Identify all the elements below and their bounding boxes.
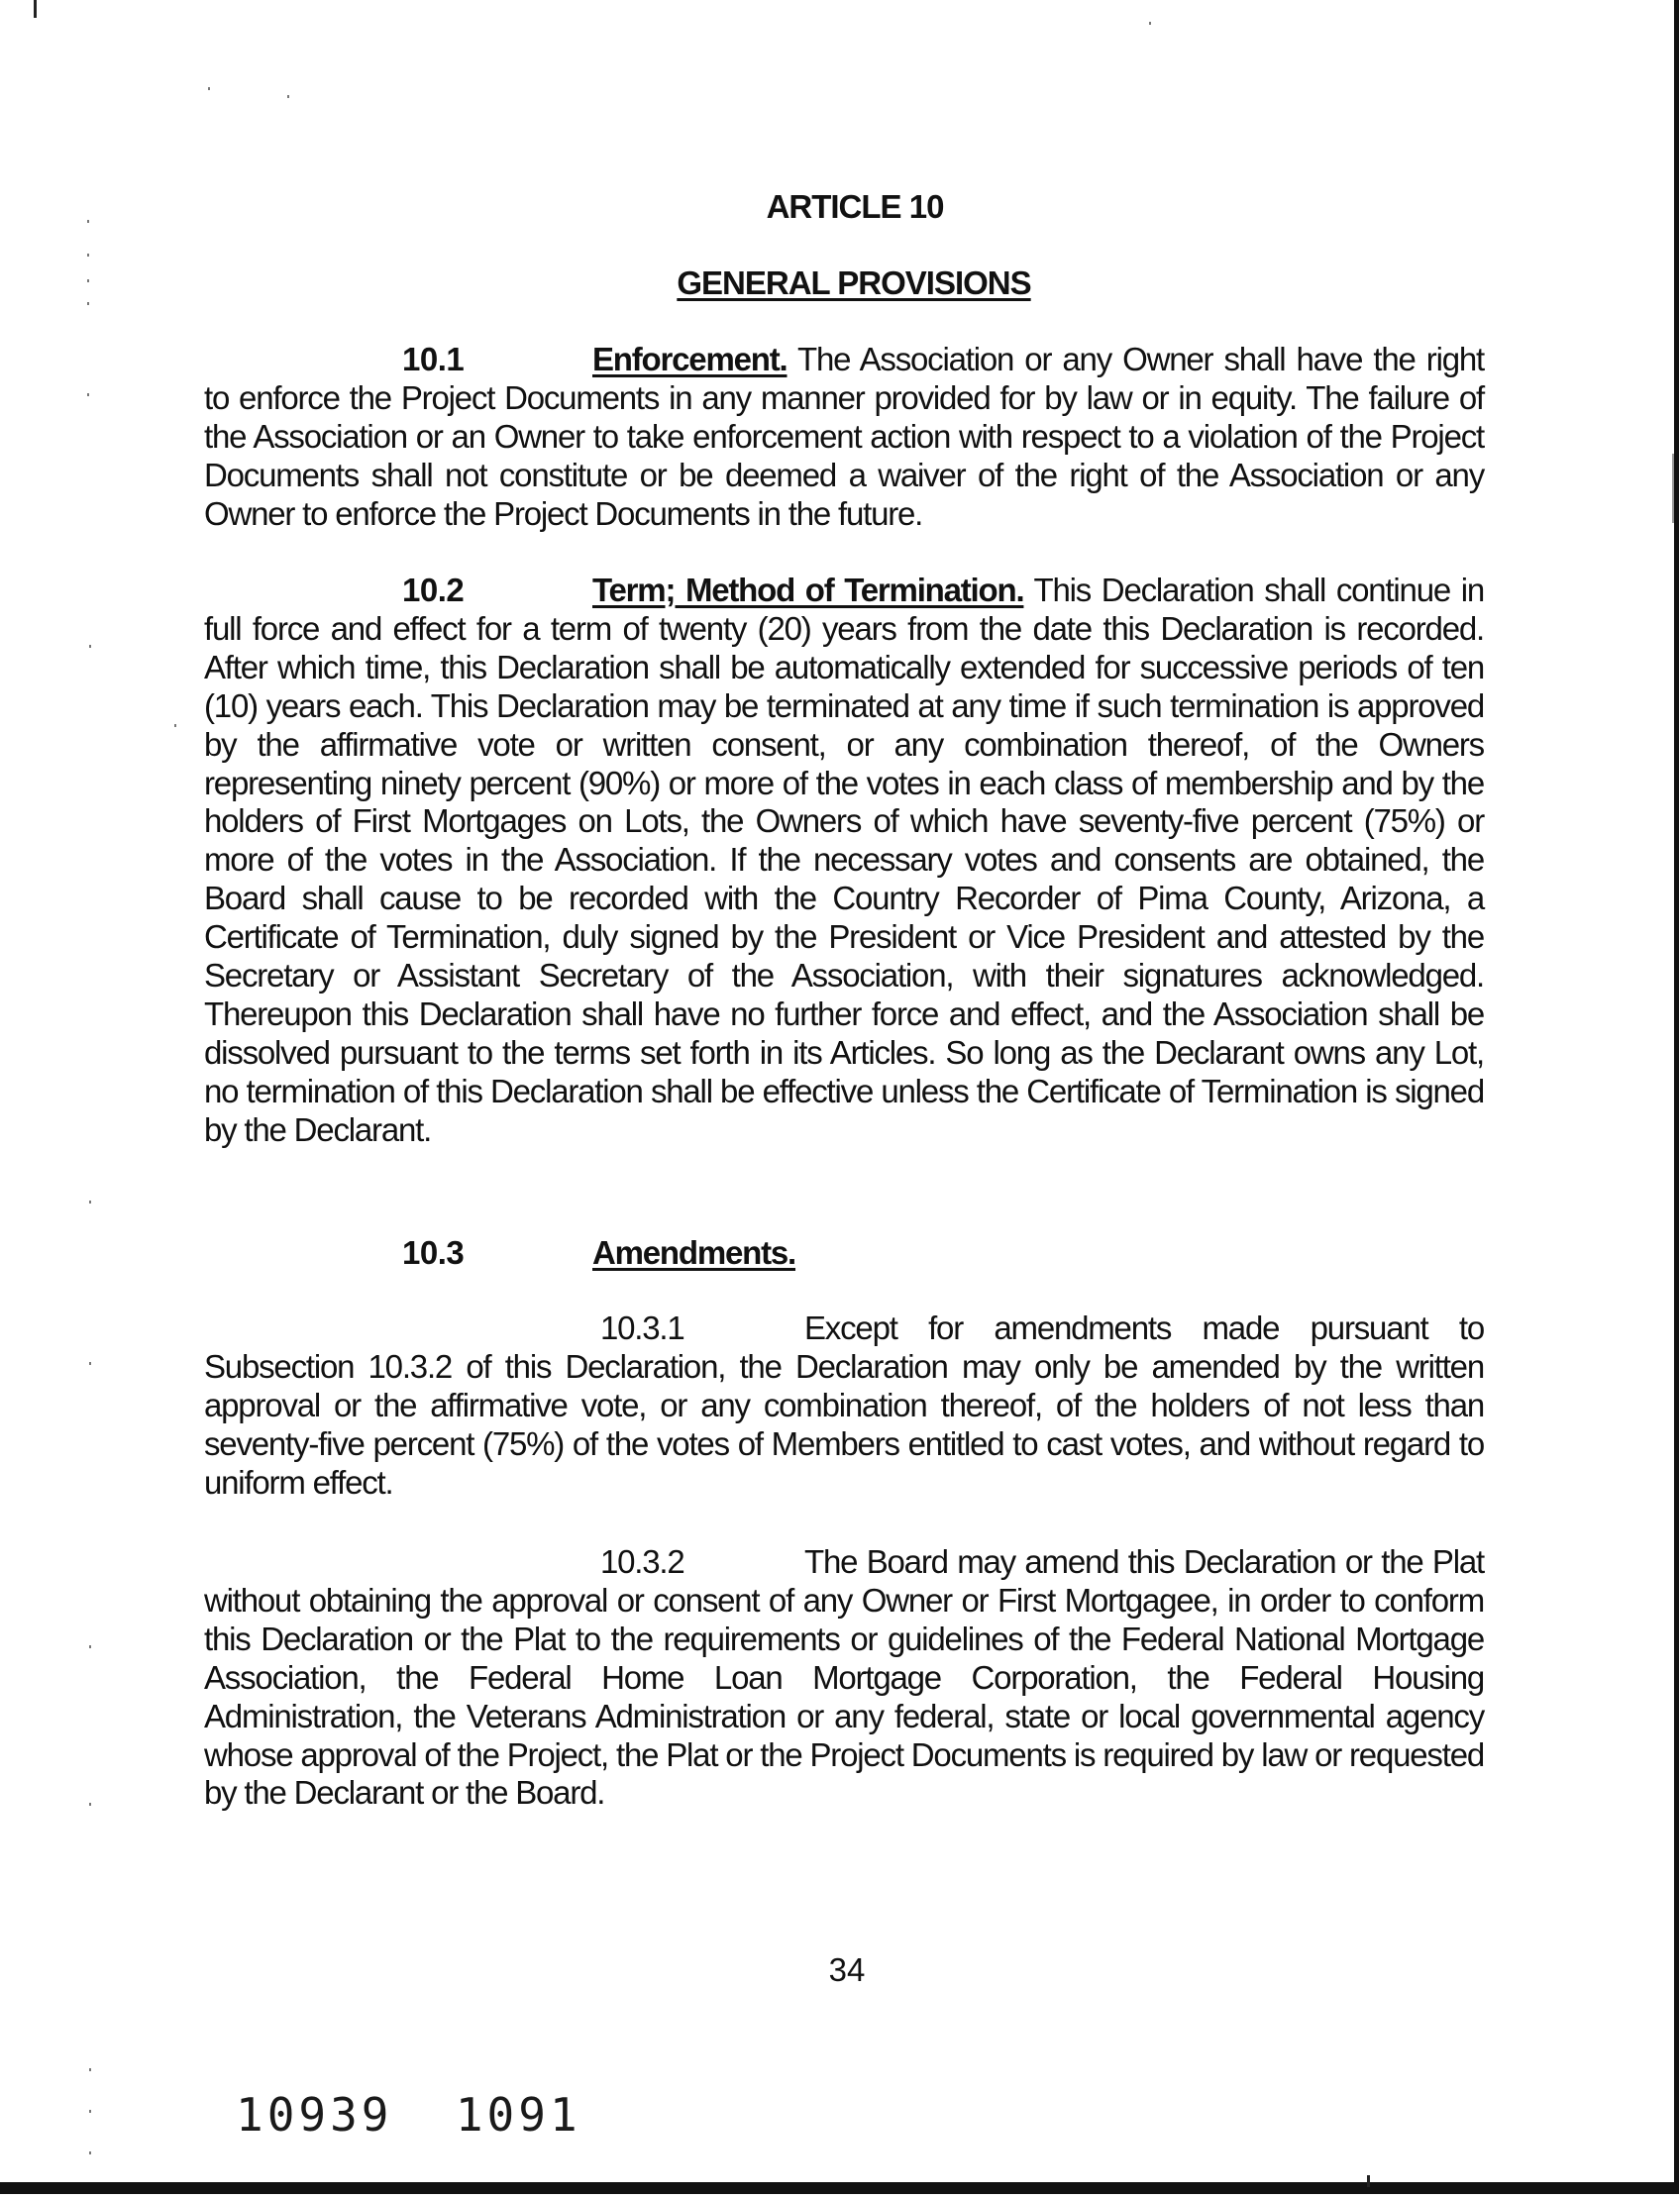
section-10-2 <box>204 572 1484 1150</box>
section-number: 10.1 <box>402 341 465 377</box>
section-number: 10.3 <box>402 1234 465 1271</box>
scan-mark <box>34 0 37 18</box>
subsection-number: 10.3.1 <box>600 1309 684 1346</box>
page-number: 34 <box>828 1951 866 1988</box>
margin-speck <box>87 254 89 257</box>
section-text: This Declaration shall continue in full force and effect for a term of twenty (20) years from the date this Declaration is recorded. After which time, this Declaration shall be automatically extended for successive periods of ten (10) years each. This Declaration may be terminated at any time if such termination is approved by the affirmative vote or written consent, or any combination thereof, of the Owners representing ninety percent (90%) or more of the votes in each class of membership and by the holders of First Mortgages on Lots, the Owners of which have seventy-five percent (75%) or more of the votes in the Association. If the necessary votes and consents are obtained, the Board shall cause to be recorded with the Country Recorder of Pima County, Arizona, a Certificate of Termination, duly signed by the President or Vice President and attested by the Secretary or Assistant Secretary of the Association, with their signatures acknowledged. Thereupon this Declaration shall have no further force and effect, and the Association shall be dissolved pursuant to the terms set forth in its Articles. So long as the Declarant owns any Lot, no termination of this Declaration shall be effective unless the Certificate of Termination is signed by the Declarant. <box>204 572 1484 1148</box>
subsection-10-3-2 <box>204 1543 1484 1813</box>
margin-speck <box>89 645 91 648</box>
section-text: The Association or any Owner shall have the right to enforce the Project Documents in any manner provided for by law or in equity. The failure of the Association or an Owner to take enforcement action with respect to a violation of the Project Documents shall not constitute or be deemed a waiver of the right of the Association or any Owner to enforce the Project Documents in the future. <box>204 341 1484 532</box>
margin-speck <box>174 724 176 727</box>
subsection-number: 10.3.2 <box>600 1543 684 1580</box>
section-number: 10.2 <box>402 572 465 608</box>
margin-speck <box>89 2110 91 2113</box>
article-title: ARTICLE 10 <box>766 188 944 225</box>
article-subtitle: GENERAL PROVISIONS <box>677 264 1031 301</box>
scan-speck <box>287 95 289 98</box>
margin-speck <box>89 2068 91 2071</box>
section-10-3 <box>204 1234 1484 1273</box>
margin-speck <box>89 1803 91 1806</box>
section-10-1 <box>204 341 1484 534</box>
subsection-text: Except for amendments made pursuant to Subsection 10.3.2 of this Declaration, the Declaration may only be amended by the written approval or the affirmative vote, or any combination thereof, of the holders of not less than seventy-five percent (75%) of the votes of Members entitled to cast votes, and without regard to uniform effect. <box>204 1309 1484 1501</box>
margin-speck <box>89 1645 91 1648</box>
section-heading: Enforcement. <box>592 341 788 377</box>
right-edge-mark <box>1672 454 1674 523</box>
margin-speck <box>89 1362 91 1365</box>
section-heading: Amendments. <box>592 1234 796 1271</box>
margin-speck <box>89 1201 91 1204</box>
bottom-edge-mark <box>1367 2175 1370 2187</box>
subsection-10-3-1 <box>204 1309 1484 1503</box>
recording-number: 10939 1091 <box>236 2088 581 2142</box>
scan-speck <box>208 87 210 90</box>
section-heading: Term; Method of Termination. <box>592 572 1024 608</box>
subsection-text: The Board may amend this Declaration or the Plat without obtaining the approval or consent of any Owner or First Mortgagee, in order to conform this Declaration or the Plat to the requirements or guidelines of the Federal National Mortgage Association, the Federal Home Loan Mortgage Corporation, the Federal Housing Administration, the Veterans Administration or any federal, state or local governmental agency whose approval of the Project, the Plat or the Project Documents is required by law or requested by the Declarant or the Board. <box>204 1543 1484 1812</box>
margin-speck <box>87 302 89 305</box>
margin-speck <box>87 393 89 396</box>
margin-speck <box>89 2151 91 2154</box>
scan-speck <box>1149 22 1151 25</box>
